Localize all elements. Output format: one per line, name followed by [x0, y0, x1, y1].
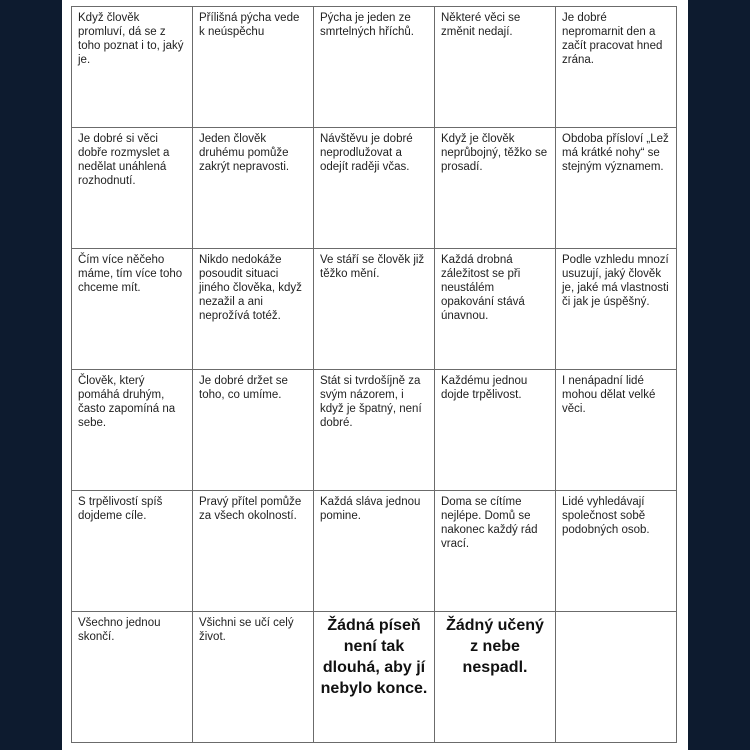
- grid-cell: Je dobré nepromarnit den a začít pracovat hned zrána.: [556, 7, 677, 128]
- grid-cell: Stát si tvrdošíjně za svým názorem, i když je špatný, není dobré.: [314, 370, 435, 491]
- grid-cell: Ve stáří se člověk již těžko mění.: [314, 249, 435, 370]
- grid-cell: Všichni se učí celý život.: [193, 612, 314, 743]
- grid-cell: Podle vzhledu mnozí usuzují, jaký člověk je, jaké má vlastnosti či jak je úspěšný.: [556, 249, 677, 370]
- grid-cell: Každá sláva jednou pomine.: [314, 491, 435, 612]
- grid-cell: Když je člověk neprůbojný, těžko se prosadí.: [435, 128, 556, 249]
- grid-cell: Lidé vyhledávají společnost sobě podobných osob.: [556, 491, 677, 612]
- grid-cell: Nikdo nedokáže posoudit situaci jiného člověka, když nezažil a ani neprožívá totéž.: [193, 249, 314, 370]
- grid-row-5: [72, 491, 677, 612]
- grid-cell: Obdoba přísloví „Lež má krátké nohy“ se stejným významem.: [556, 128, 677, 249]
- grid-cell: Jeden člověk druhému pomůže zakrýt nepravosti.: [193, 128, 314, 249]
- grid-cell: Je dobré si věci dobře rozmyslet a nedělat unáhlená rozhodnutí.: [72, 128, 193, 249]
- grid-cell: Pravý přítel pomůže za všech okolností.: [193, 491, 314, 612]
- grid-cell-highlighted: Žádná píseň není tak dlouhá, aby jí nebylo konce.: [314, 612, 435, 743]
- grid-cell: S trpělivostí spíš dojdeme cíle.: [72, 491, 193, 612]
- grid-row-3: [72, 249, 677, 370]
- worksheet-page: [62, 0, 688, 750]
- grid-cell: Každá drobná záležitost se při neustálém opakování stává únavnou.: [435, 249, 556, 370]
- grid-cell: Doma se cítíme nejlépe. Domů se nakonec každý rád vrací.: [435, 491, 556, 612]
- grid-row-1: [72, 7, 677, 128]
- grid-cell: Člověk, který pomáhá druhým, často zapomíná na sebe.: [72, 370, 193, 491]
- grid-cell-empty: [556, 612, 677, 743]
- grid-cell: Když člověk promluví, dá se z toho poznat i to, jaký je.: [72, 7, 193, 128]
- grid-cell: Je dobré držet se toho, co umíme.: [193, 370, 314, 491]
- grid-row-6: [72, 612, 677, 743]
- grid-cell: Každému jednou dojde trpělivost.: [435, 370, 556, 491]
- grid-cell: Přílišná pýcha vede k neúspěchu: [193, 7, 314, 128]
- grid-cell: I nenápadní lidé mohou dělat velké věci.: [556, 370, 677, 491]
- grid-cell: Návštěvu je dobré neprodlužovat a odejít raději včas.: [314, 128, 435, 249]
- grid-cell: Pýcha je jeden ze smrtelných hříchů.: [314, 7, 435, 128]
- grid-cell: Všechno jednou skončí.: [72, 612, 193, 743]
- grid-row-4: [72, 370, 677, 491]
- proverb-grid: [71, 6, 677, 743]
- grid-row-2: [72, 128, 677, 249]
- grid-cell-highlighted: Žádný učený z nebe nespadl.: [435, 612, 556, 743]
- grid-cell: Čím více něčeho máme, tím více toho chceme mít.: [72, 249, 193, 370]
- grid-cell: Některé věci se změnit nedají.: [435, 7, 556, 128]
